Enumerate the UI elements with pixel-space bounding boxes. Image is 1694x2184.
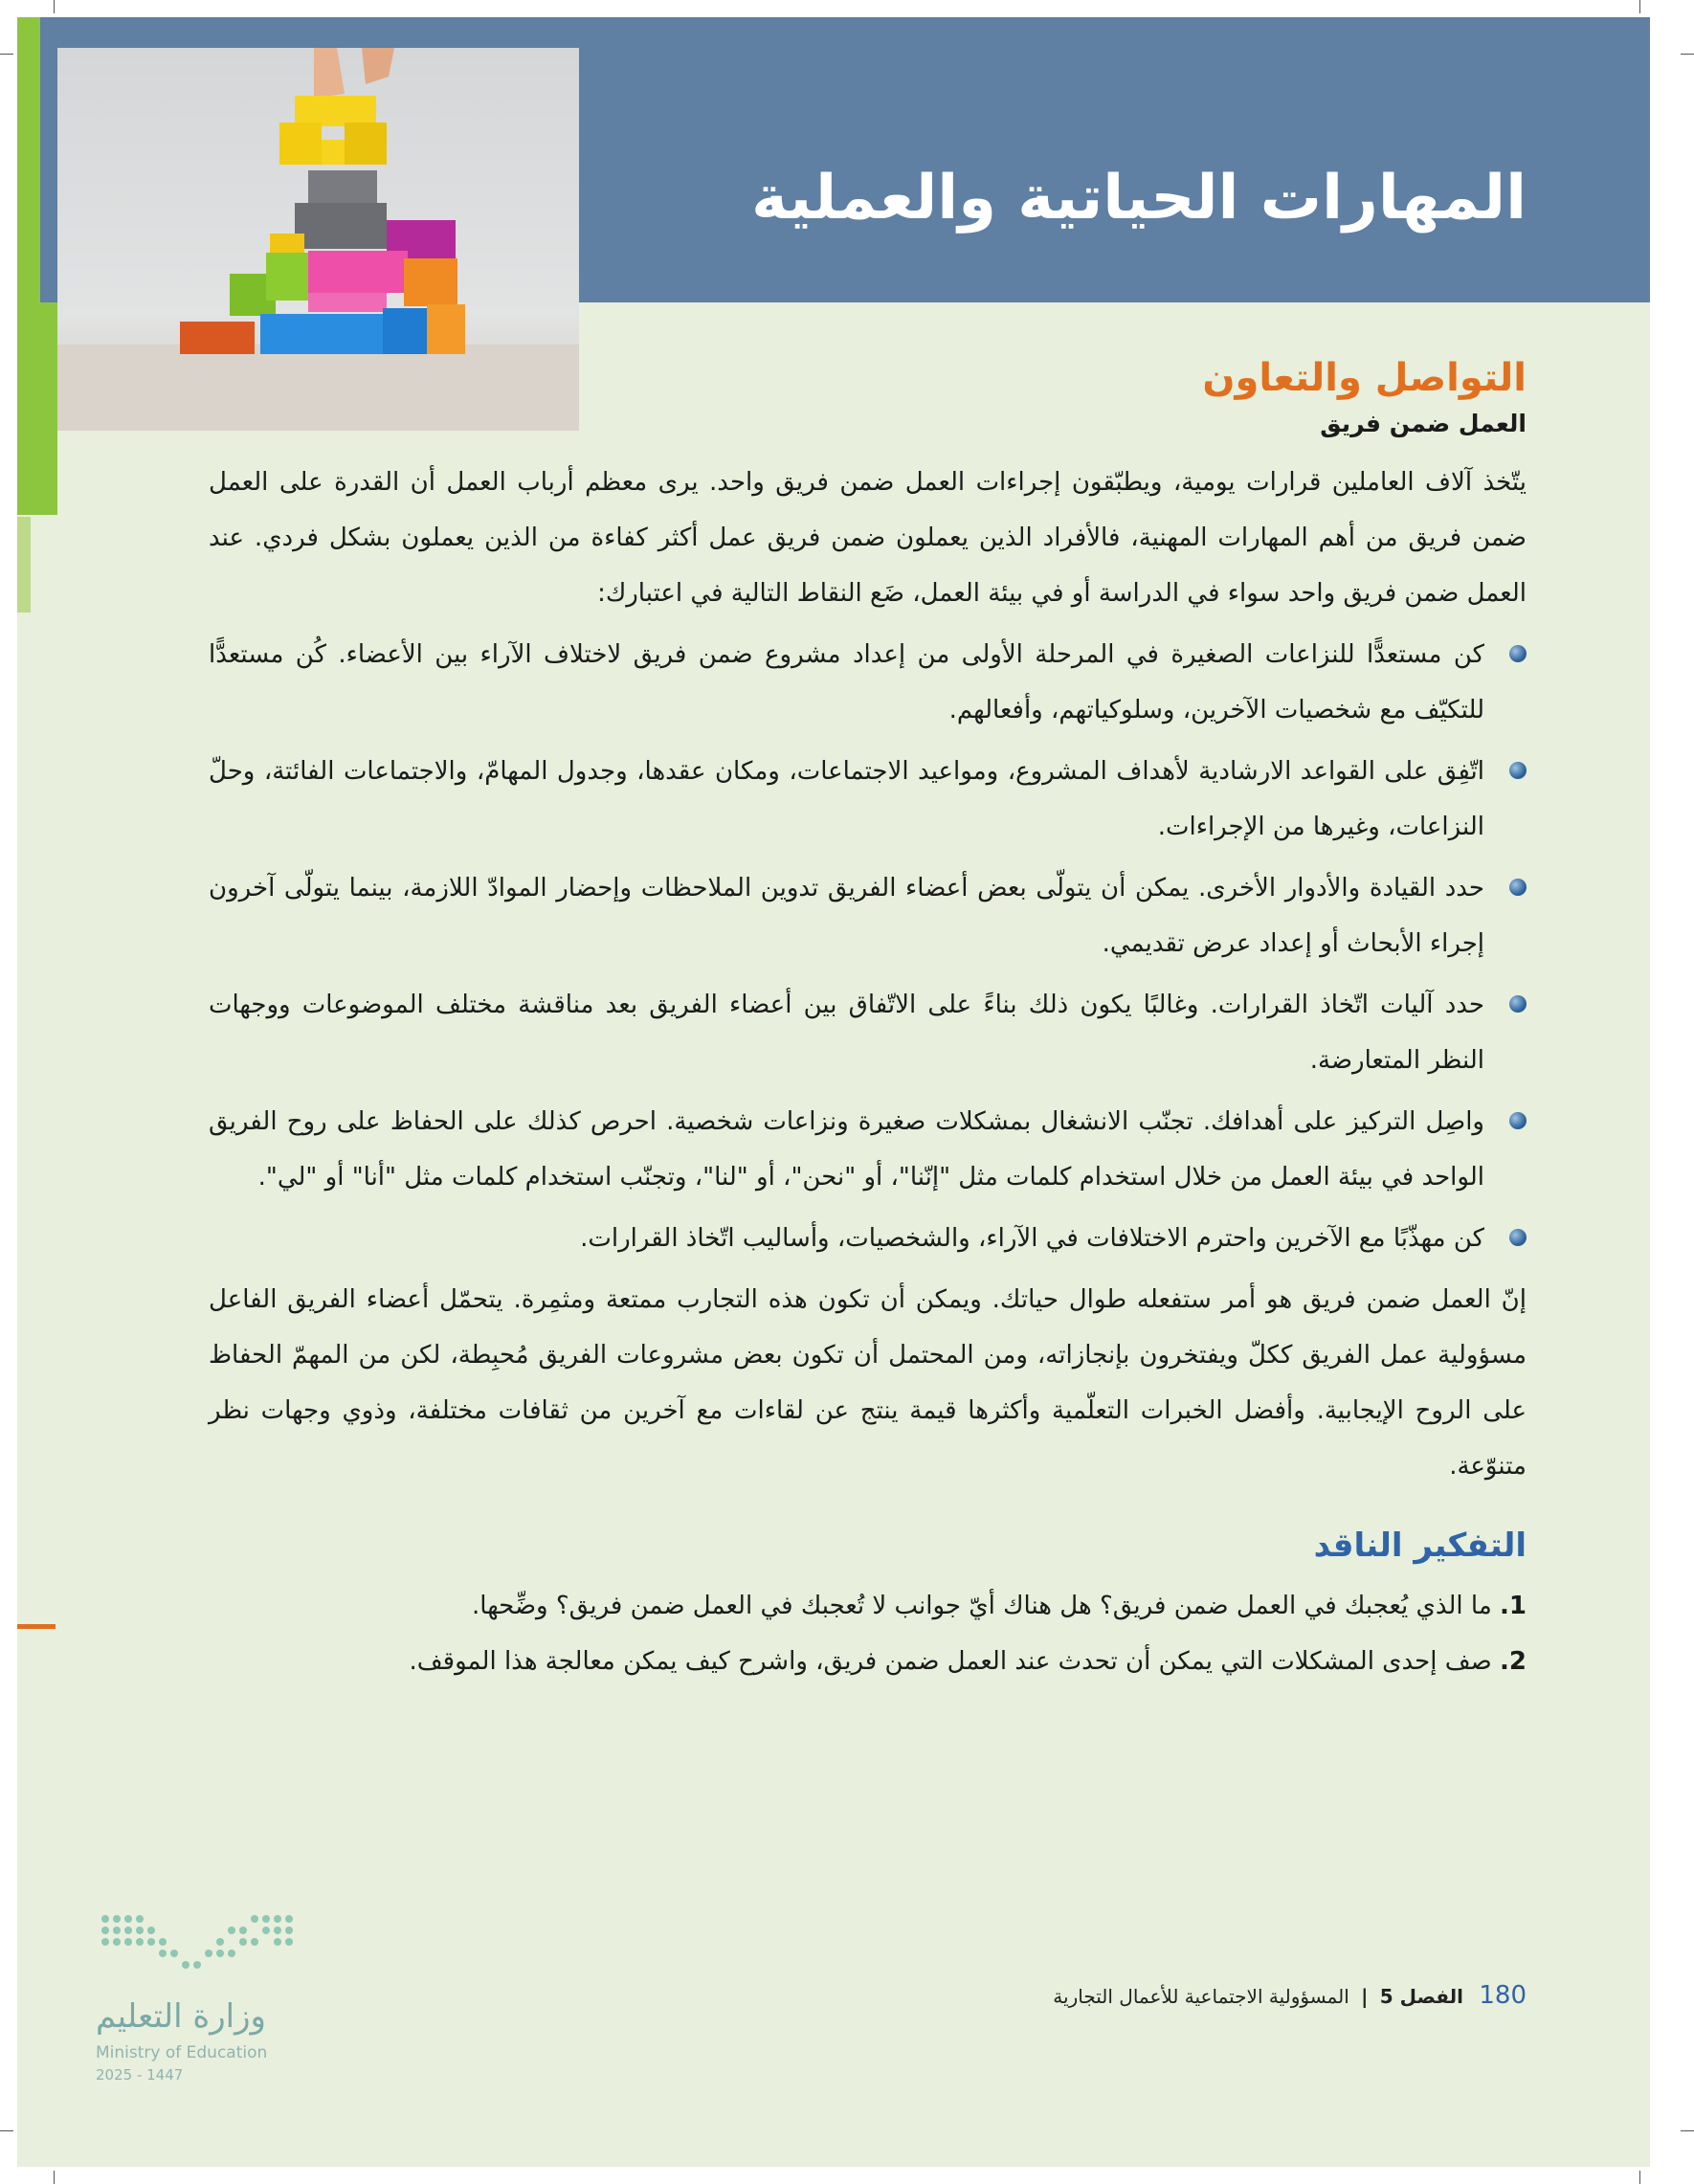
list-item-text: واصِل التركيز على أهدافك. تجنّب الانشغال بمشكلات صغيرة ونزاعات شخصية. احرص كذلك على الحفاظ على روح الفريق الواحد في بيئة العمل من خلال استخدام كلمات مثل "إنّنا"، أو "نحن"، أو "لنا"، وتجنّب استخدام كلمات مثل "أنا" أو "لي". [209,1107,1484,1192]
crop-mark [1681,54,1694,55]
question-item [209,1578,1527,1634]
critical-thinking-heading: التفكير الناقد [1313,1527,1527,1565]
crop-mark [1639,2171,1640,2184]
book-title: المسؤولية الاجتماعية للأعمال التجارية [1053,1985,1349,2008]
question-text: ما الذي يُعجبك في العمل ضمن فريق؟ هل هناك أيّ جوانب لا تُعجبك في العمل ضمن فريق؟ وضِّحها. [472,1592,1492,1620]
list-item-text: حدد آليات اتّخاذ القرارات. وغالبًا يكون ذلك بناءً على الاتّفاق بين أعضاء الفريق بعد مناقشة مختلف الموضوعات ووجهات النظر المتعارضة. [209,991,1484,1075]
question-text: صف إحدى المشكلات التي يمكن أن تحدث عند العمل ضمن فريق، واشرح كيف يمكن معالجة هذا الموقف. [409,1647,1492,1676]
ministry-dots-icon [96,1909,306,1995]
page-number: 180 [1479,1981,1527,2010]
crop-mark [54,2171,55,2184]
closing-paragraph: إنّ العمل ضمن فريق هو أمر ستفعله طوال حياتك. ويمكن أن تكون هذه التجارب ممتعة ومثمِرة. يتحمّل أعضاء الفريق الفاعل مسؤولية عمل الفريق ككلّ ويفتخرون بإنجازاته، ومن المحتمل أن تكون بعض مشروعات الفريق مُحبِطة، لكن من المهمّ الحفاظ على الروح الإيجابية. وأفضل الخبرات التعلّمية وأكثرها قيمة ينتج عن لقاءات مع آخرين من ثقافات مختلفة، وذوي وجهات نظر متنوّعة. [209,1285,1527,1481]
list-item-text: كن مهذّبًا مع الآخرين واحترم الاختلافات في الآراء، والشخصيات، وأساليب اتّخاذ القرارات. [580,1224,1484,1253]
list-item [209,860,1527,971]
bullet-icon [1509,645,1527,662]
ministry-name-arabic: وزارة التعليم [96,1997,266,2036]
ministry-logo [96,1909,325,2091]
bullet-icon [1509,1229,1527,1246]
section-heading: التواصل والتعاون [1202,356,1527,400]
list-item [209,977,1527,1088]
list-item-text: كن مستعدًّا للنزاعات الصغيرة في المرحلة الأولى من إعداد مشروع ضمن فريق لاختلاف الآراء بين الأعضاء. كُن مستعدًّا للتكيّف مع شخصيات الآخرين، وسلوكياتهم، وأفعالهم. [209,640,1484,724]
list-item [209,1211,1527,1266]
intro-paragraph: يتّخذ آلاف العاملين قرارات يومية، ويطبّقون إجراءات العمل ضمن فريق واحد. يرى معظم أرباب العمل أن القدرة على العمل ضمن فريق من أهم المهارات المهنية، فالأفراد الذين يعملون ضمن فريق عمل أكثر كفاءة من الذين يعملون بشكل فردي. عند العمل ضمن فريق واحد سواء في الدراسة أو في بيئة العمل، ضَع النقاط التالية في اعتبارك: [209,468,1527,608]
list-item-text: حدد القيادة والأدوار الأخرى. يمكن أن يتولّى بعض أعضاء الفريق تدوين الملاحظات وإحضار الموادّ اللازمة، بينما يتولّى آخرون إجراء الأبحاث أو إعداد عرض تقديمي. [209,874,1484,958]
crop-mark [54,0,55,13]
main-content [209,356,1527,1689]
bullet-icon [1509,1112,1527,1129]
crop-mark [0,2130,13,2131]
list-item-text: اتّفِق على القواعد الارشادية لأهداف المشروع، ومواعيد الاجتماعات، ومكان عقدها، وجدول المهامّ، والاجتماعات الفائتة، وحلّ النزاعات، وغيرها من الإجراءات. [209,757,1484,841]
list-item [209,1094,1527,1205]
left-accent-stripe-light [17,517,31,613]
crop-mark [1639,0,1640,13]
question-number: 1. [1500,1592,1527,1620]
page-footer [1053,1981,1527,2010]
list-item [209,627,1527,738]
question-number: 2. [1500,1647,1527,1676]
question-item [209,1634,1527,1689]
crop-mark [1681,2130,1694,2131]
page-title: المهارات الحياتية والعملية [751,163,1527,234]
questions-list [209,1578,1527,1689]
margin-marker [17,1624,56,1629]
crop-mark [0,54,13,55]
footer-separator: | [1361,1985,1369,2008]
bullet-icon [1509,762,1527,779]
bullet-icon [1509,995,1527,1013]
tips-list [209,627,1527,1266]
ministry-year: 2025 - 1447 [96,2066,184,2084]
sub-heading: العمل ضمن فريق [1320,410,1527,437]
chapter-label: الفصل 5 [1379,1985,1463,2008]
ministry-name-english: Ministry of Education [96,2043,268,2062]
list-item [209,744,1527,855]
bullet-icon [1509,879,1527,896]
